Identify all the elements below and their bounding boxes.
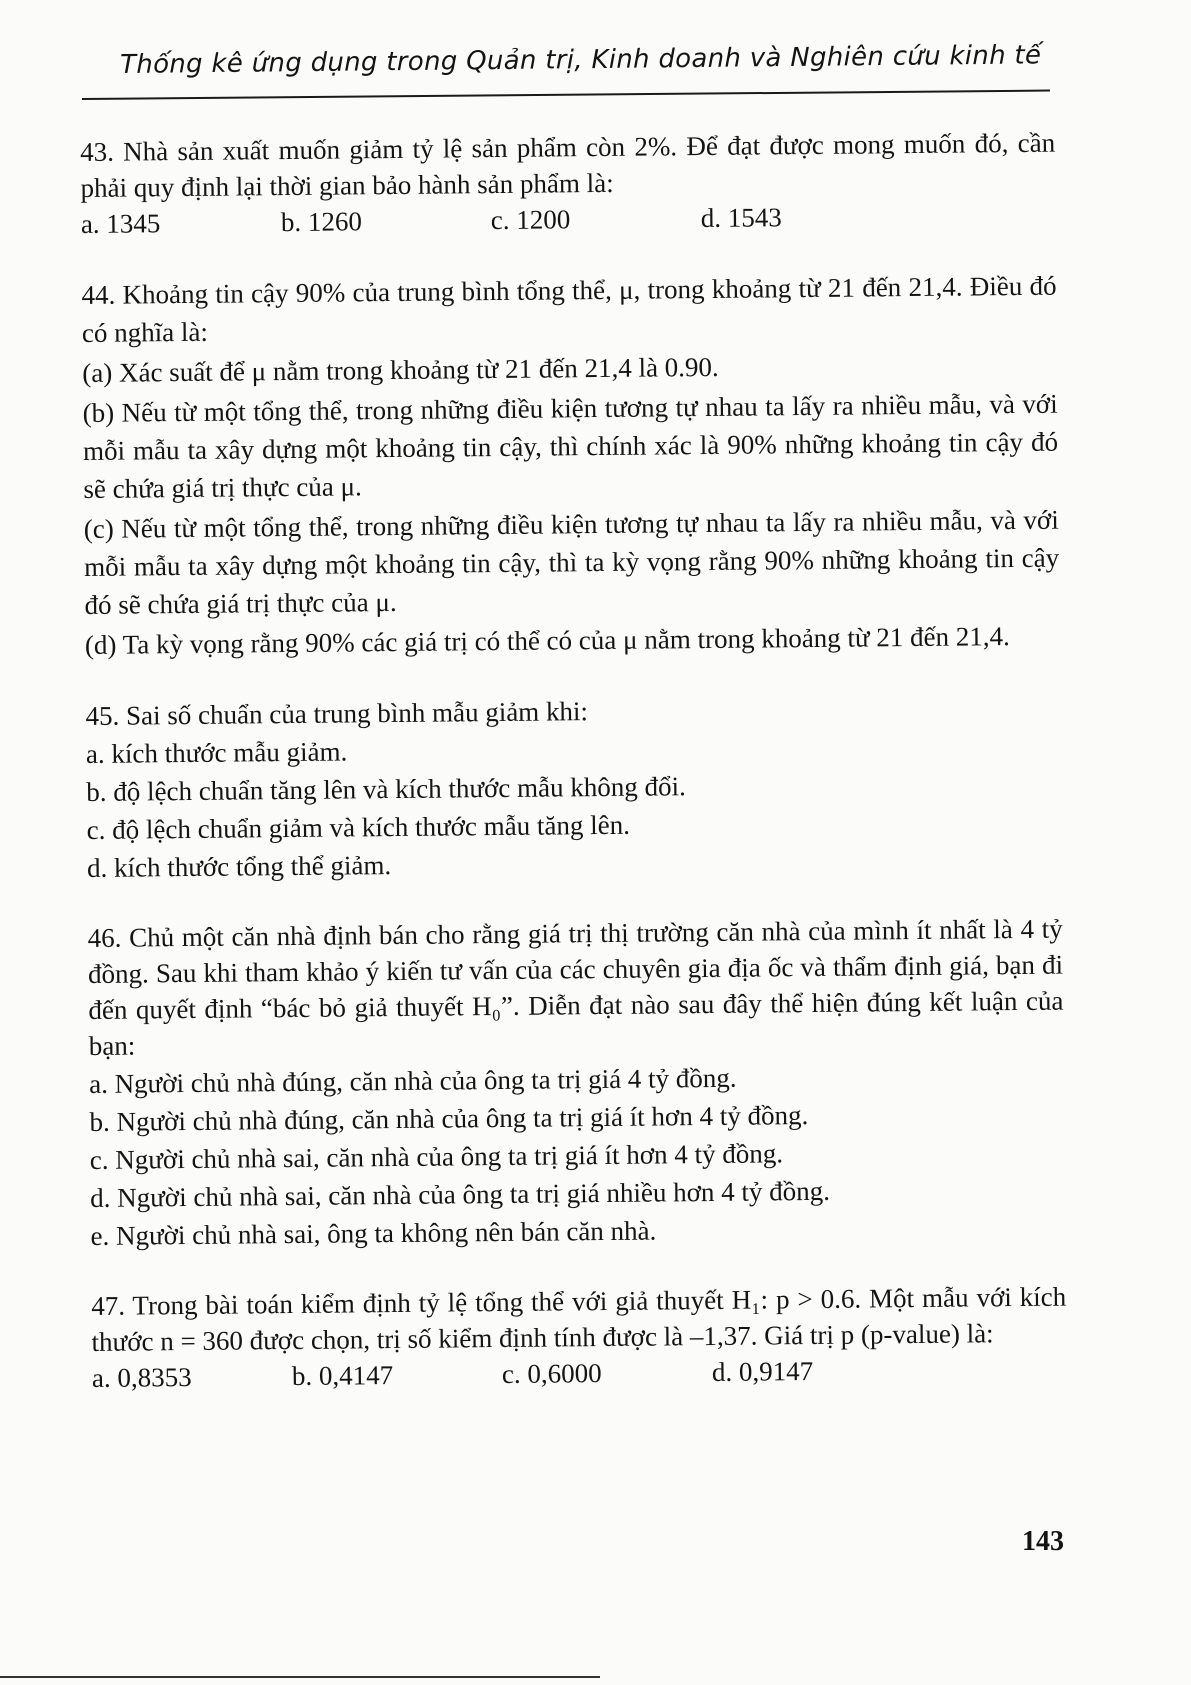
question-text: 46. Chủ một căn nhà định bán cho rằng giá trị thị trường căn nhà của mình ít nhất là 4 tỷ đồng. Sau khi tham khảo ý kiến tư vấn của các chuyên gia địa ốc và thẩm định giá, bạn đi đến quyết định “bác bỏ giả thuyết H₀”. Diễn đạt nào sau đây thể hiện đúng kết luận của bạn:	[87, 913, 1064, 1061]
page-content	[80, 125, 1067, 1430]
option-a: a. 0,8353	[91, 1361, 192, 1393]
question-46	[88, 911, 1066, 1254]
option-e: e. Người chủ nhà sai, ông ta không nên bán căn nhà.	[90, 1215, 657, 1251]
option-c: c. 1200	[490, 204, 571, 236]
option-a: a. kích thước mẫu giảm.	[85, 736, 348, 769]
option-b: b. độ lệch chuẩn tăng lên và kích thước mẫu không đổi.	[86, 771, 686, 807]
option-b: b. Người chủ nhà đúng, căn nhà của ông ta trị giá ít hơn 4 tỷ đồng.	[89, 1100, 809, 1137]
bottom-edge-rule	[0, 1676, 600, 1678]
question-47	[91, 1279, 1067, 1396]
option-d: (d) Ta kỳ vọng rằng 90% các giá trị có thể có của μ nằm trong khoảng từ 21 đến 21,4.	[84, 621, 1010, 660]
option-d: d. 1543	[700, 202, 782, 234]
header-rule	[82, 90, 1050, 100]
option-a: a. 1345	[80, 208, 161, 239]
option-c: c. độ lệch chuẩn giảm và kích thước mẫu tăng lên.	[86, 809, 631, 845]
option-c: (c) Nếu từ một tổng thể, trong những điều kiện tương tự nhau ta lấy ra nhiều mẫu, và với mỗi mẫu ta xây dựng một khoảng tin cậy, thì ta kỳ vọng rằng 90% những khoảng tin cậy đó sẽ chứa giá trị thực của μ.	[83, 504, 1060, 620]
option-a: a. Người chủ nhà đúng, căn nhà của ông ta trị giá 4 tỷ đồng.	[88, 1062, 737, 1099]
question-45	[85, 689, 1062, 886]
option-b: (b) Nếu từ một tổng thể, trong những điều kiện tương tự nhau ta lấy ra nhiều mẫu, và với mỗi mẫu ta xây dựng một khoảng tin cậy, thì chính xác là 90% những khoảng tin cậy đó sẽ chứa giá trị thực của μ.	[82, 388, 1059, 504]
option-d: d. Người chủ nhà sai, căn nhà của ông ta trị giá nhiều hơn 4 tỷ đồng.	[90, 1175, 831, 1213]
option-d: d. kích thước tổng thể giảm.	[86, 850, 392, 883]
page-number: 143	[1022, 1526, 1064, 1557]
option-b: b. 1260	[280, 206, 362, 238]
question-text: 45. Sai số chuẩn của trung bình mẫu giảm khi:	[85, 696, 589, 731]
question-text: 47. Trong bài toán kiểm định tỷ lệ tổng thể với giả thuyết H₁: p > 0.6. Một mẫu với kích thước n = 360 được chọn, trị số kiểm định tính được là –1,37. Giá trị p (p-value) là:	[91, 1281, 1067, 1357]
option-a: (a) Xác suất để μ nằm trong khoảng từ 21 đến 21,4 là 0.90.	[82, 351, 719, 388]
question-44	[81, 267, 1060, 664]
option-c: c. Người chủ nhà sai, căn nhà của ông ta trị giá ít hơn 4 tỷ đồng.	[89, 1138, 784, 1175]
option-b: b. 0,4147	[291, 1360, 394, 1392]
option-c: c. 0,6000	[501, 1358, 602, 1390]
question-text: 44. Khoảng tin cậy 90% của trung bình tổng thể, μ, trong khoảng từ 21 đến 21,4. Điều đó có nghĩa là:	[81, 270, 1057, 348]
option-d: d. 0,9147	[711, 1356, 814, 1387]
running-header: Thống kê ứng dụng trong Quản trị, Kinh doanh và Nghiên cứu kinh tế	[120, 40, 1042, 80]
question-text: 43. Nhà sản xuất muốn giảm tỷ lệ sản phẩm còn 2%. Để đạt được mong muốn đó, cần phải quy định lại thời gian bảo hành sản phẩm là:	[80, 127, 1056, 203]
question-43	[80, 125, 1056, 242]
